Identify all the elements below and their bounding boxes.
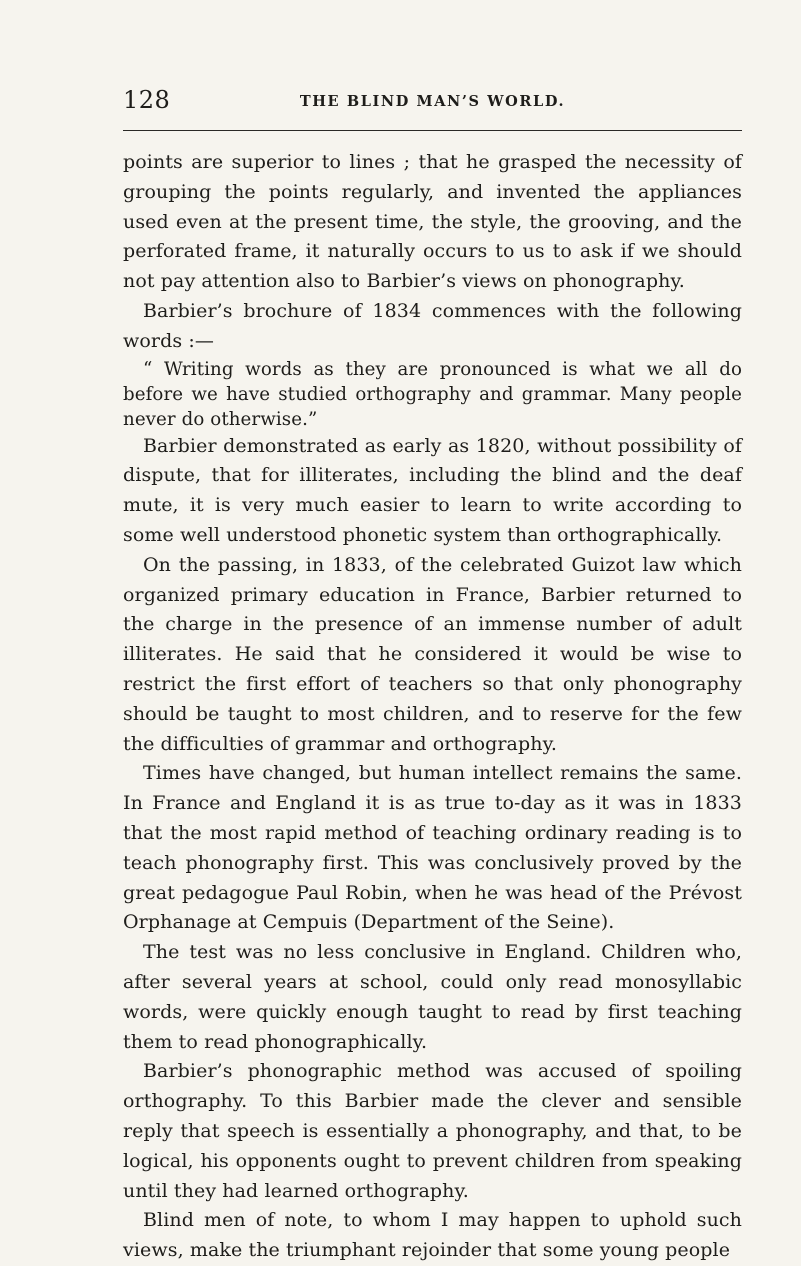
body-text bbox=[123, 148, 742, 1266]
page-header bbox=[123, 86, 742, 126]
paragraph: Barbier demonstrated as early as 1820, without possibility of dispute, that for illiterates, including the blind and the deaf mute, it is very much easier to learn to write according to some well understood phonetic system than orthographically. bbox=[123, 434, 742, 546]
page-number: 128 bbox=[123, 86, 171, 114]
header-rule bbox=[123, 130, 742, 131]
paragraph: On the passing, in 1833, of the celebrated Guizot law which organized primary education in France, Barbier returned to the charge in the presence of an immense number of adult illiterates. He said that he considered it would be wise to restrict the first effort of teachers so that only phonography should be taught to most children, and to reserve for the few the difficulties of grammar and orthography. bbox=[123, 553, 742, 755]
running-title: THE BLIND MAN’S WORLD. bbox=[299, 93, 566, 110]
paragraph: The test was no less conclusive in England. Children who, after several years at school, could only read monosyllabic words, were quickly enough taught to read by first teaching them to read phonographically. bbox=[123, 941, 742, 1053]
paragraph: points are superior to lines ; that he grasped the necessity of grouping the points regularly, and invented the appliances used even at the present time, the style, the grooving, and the perforated frame, it naturally occurs to us to ask if we should not pay attention also to Barbier’s views on phonography. bbox=[123, 151, 742, 293]
paragraph: Barbier’s brochure of 1834 commences with the following words :— bbox=[123, 299, 742, 352]
paragraph: Times have changed, but human intellect remains the same. In France and England it is as true to-day as it was in 1833 that the most rapid method of teaching ordinary reading is to teach phonography first. This was conclusively proved by the great pedagogue Paul Robin, when he was head of the Prévost Orphanage at Cempuis (Department of the Seine). bbox=[123, 762, 742, 934]
quotation: “ Writing words as they are pronounced is what we all do before we have studied orthography and grammar. Many people never do otherwise.” bbox=[123, 358, 742, 430]
paragraph: Blind men of note, to whom I may happen to uphold such views, make the triumphant rejoinder that some young people bbox=[123, 1209, 742, 1262]
paragraph: Barbier’s phonographic method was accused of spoiling orthography. To this Barbier made the clever and sensible reply that speech is essentially a phonography, and that, to be logical, his opponents ought to prevent children from speaking until they had learned orthography. bbox=[123, 1060, 742, 1202]
